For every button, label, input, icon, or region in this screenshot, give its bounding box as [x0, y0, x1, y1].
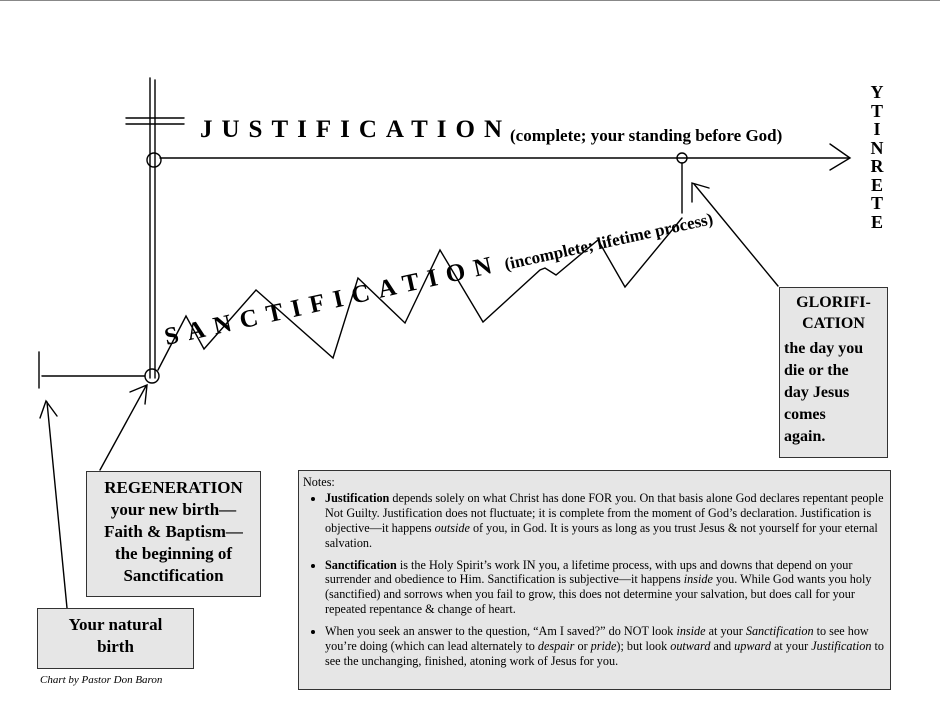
note-text: to see the unchanging, finished, atoning work of Jesus for you. [325, 639, 884, 668]
note-emphasis: outside [434, 520, 470, 535]
regeneration-line: Sanctification [123, 566, 224, 585]
natural-birth-line: Your natural [68, 615, 163, 634]
note-text: at your [770, 639, 812, 654]
note-text: of you, in God. It is yours as long as you trust Jesus & not yourself for your eternal salvation. [325, 520, 878, 550]
note-text: you. While God wants you holy (sanctified) and sorrows when you fail to grow, this does not determine your salvation, but does call for your repeated repentance & change of heart. [325, 572, 872, 617]
sanctification-title: SANCTIFICATION [161, 250, 504, 352]
justification-title: JUSTIFICATION [200, 116, 512, 143]
note-emphasis: Sanctification [745, 624, 814, 639]
regeneration-node [145, 369, 159, 383]
eternity-letter: T [870, 193, 883, 213]
sanctification-subtitle: (incomplete; lifetime process) [502, 209, 715, 274]
note-emphasis: outward [670, 639, 711, 654]
notes-box [298, 470, 891, 690]
notes-list [303, 491, 884, 669]
note-emphasis: upward [734, 639, 771, 654]
eternity-letter: N [870, 137, 884, 158]
regeneration-line: your new birth— [110, 500, 237, 519]
eternity-letter: T [870, 100, 883, 121]
glorification-line: day Jesus [784, 384, 850, 401]
note-text: ); but look [616, 639, 671, 654]
note-text: When you seek an answer to the question, “Am I saved?” do NOT look [325, 624, 677, 639]
note-text: is the Holy Spirit’s work IN you, a lifetime process, with ups and downs that depend on your surrender and obedience to Him. Sanctification is subjective—it happens [325, 557, 853, 587]
glorification-heading-2: CATION [802, 315, 865, 332]
regeneration-line: the beginning of [114, 544, 233, 563]
justification-subtitle: (complete; your standing before God) [510, 126, 783, 145]
eternity-letter: I [873, 119, 881, 139]
glorification-arrow [694, 184, 778, 286]
note-text: and [710, 639, 735, 654]
glorification-line: again. [784, 428, 826, 445]
note-text: depends solely on what Christ has done FOR you. On that basis alone God declares repentant people Not Guilty. Justification does not fluctuate; it is complete from the moment of God’s declaration. Justification is objective—it happens [325, 490, 884, 535]
note-text: to see how you’re doing (which can lead alternately to [325, 624, 869, 654]
note-sanctification [325, 558, 884, 618]
note-justification [325, 491, 884, 551]
natural-birth-line: birth [97, 637, 134, 656]
eternity-letter: E [870, 174, 883, 195]
note-text: or [574, 639, 591, 654]
notes-label: Notes: [303, 475, 335, 489]
glorification-body [784, 338, 883, 448]
justification-start-node [147, 153, 161, 167]
note-keyword: Justification [325, 490, 390, 505]
note-emphasis: despair [537, 639, 575, 654]
eternity-letter: Y [870, 82, 884, 102]
glorification-box [779, 287, 888, 458]
note-am-i-saved [325, 624, 884, 669]
natural-birth-box [37, 608, 194, 669]
eternity-letter: R [870, 156, 884, 176]
chart-credit: Chart by Pastor Don Baron [40, 674, 163, 686]
regeneration-arrow [100, 386, 146, 470]
glorification-line: comes [784, 406, 826, 423]
note-emphasis: inside [683, 572, 713, 587]
eternity-letter: E [870, 211, 883, 232]
glorification-line: the day you [784, 340, 864, 357]
note-emphasis: inside [676, 624, 706, 639]
note-emphasis: pride [590, 639, 617, 654]
note-keyword: Sanctification [325, 557, 397, 572]
glorification-line: die or the [784, 362, 849, 379]
note-text: at your [705, 624, 746, 639]
glorification-heading: GLORIFI- [796, 294, 871, 311]
regeneration-box [86, 471, 261, 597]
regeneration-heading: REGENERATION [104, 478, 243, 497]
regeneration-line: Faith & Baptism— [104, 522, 243, 541]
natural-birth-arrow [47, 402, 67, 608]
eternity-label [866, 83, 888, 231]
eternity-arrowhead [830, 144, 850, 170]
note-emphasis: Justification [811, 639, 872, 654]
